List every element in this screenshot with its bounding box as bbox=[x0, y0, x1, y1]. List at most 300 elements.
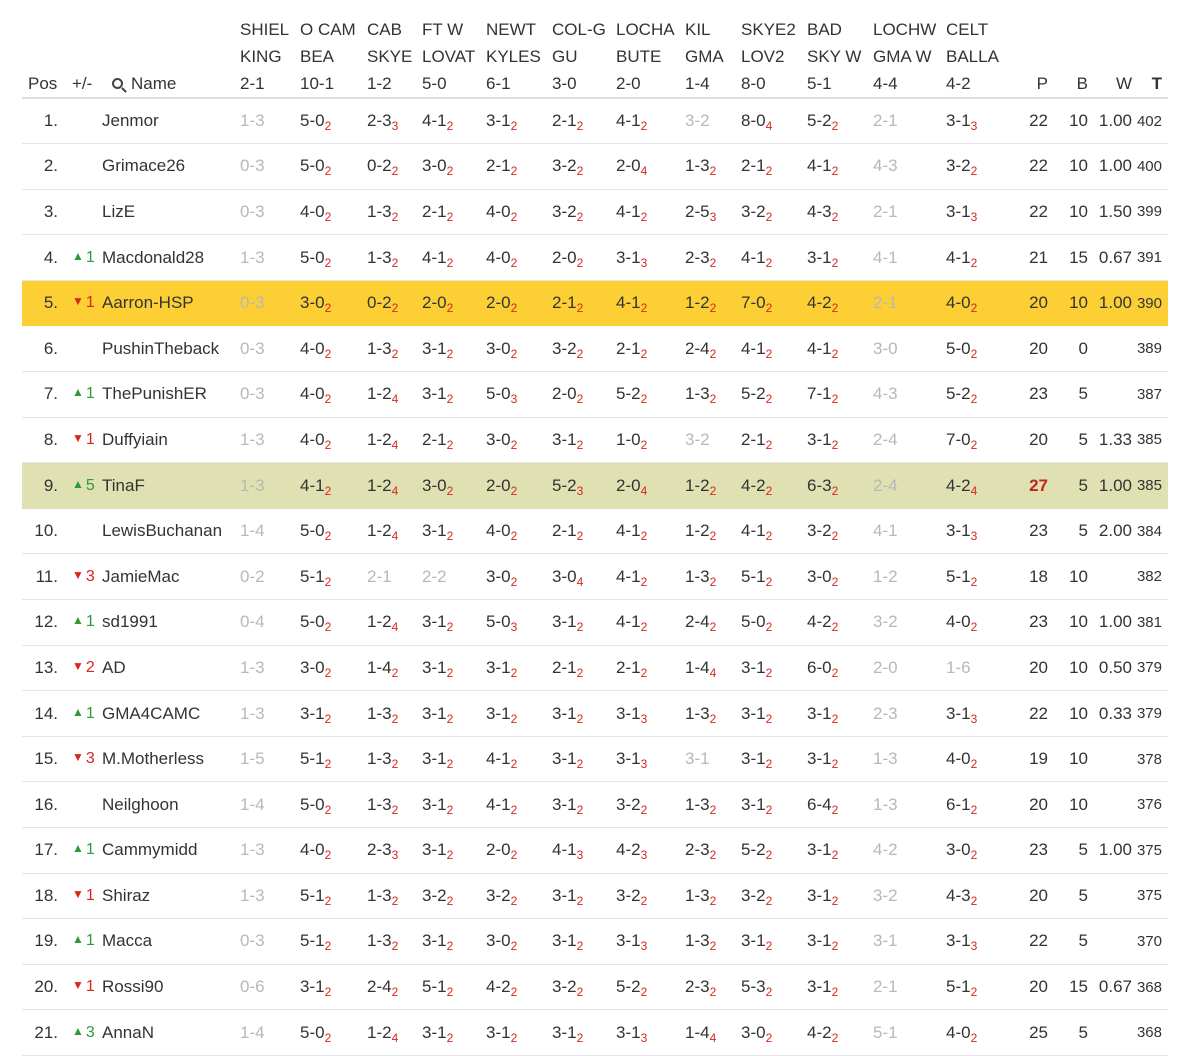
player-name[interactable]: ThePunishER bbox=[102, 384, 207, 404]
prediction-cell bbox=[486, 189, 552, 235]
prediction-points: 2 bbox=[576, 529, 584, 544]
movement-cell bbox=[72, 98, 102, 144]
prediction-score: 2-1 bbox=[486, 156, 511, 176]
prediction-score: 2-1 bbox=[552, 657, 577, 677]
prediction-points: 2 bbox=[391, 939, 399, 954]
triangle-down-icon: ▼ bbox=[72, 978, 84, 993]
prediction-cell bbox=[486, 508, 552, 554]
header-total[interactable]: T bbox=[1151, 74, 1162, 93]
points-cell: 20 bbox=[1029, 885, 1048, 905]
prediction-score: 2-0 bbox=[552, 384, 577, 404]
points-cell: 19 bbox=[1029, 749, 1048, 769]
prediction-cell bbox=[741, 600, 807, 646]
prediction-score: 4-1 bbox=[486, 749, 511, 769]
prediction-cell bbox=[807, 828, 873, 874]
prediction-points: 2 bbox=[831, 529, 839, 544]
weight-cell bbox=[1088, 326, 1132, 372]
prediction-points: 2 bbox=[831, 574, 839, 589]
weight-cell bbox=[1088, 873, 1132, 919]
prediction-points: 2 bbox=[576, 802, 584, 817]
prediction-score: 2-4 bbox=[367, 977, 392, 997]
header-fixture-5[interactable] bbox=[486, 8, 552, 98]
fixture-header-line: LOCHW bbox=[873, 20, 937, 39]
prediction-score: 2-1 bbox=[552, 293, 577, 313]
prediction-cell bbox=[300, 508, 367, 554]
prediction-cell bbox=[552, 235, 616, 281]
total-cell: 379 bbox=[1136, 705, 1162, 723]
prediction-score: 3-1 bbox=[552, 749, 577, 769]
prediction-points: 2 bbox=[391, 802, 399, 817]
table-row[interactable] bbox=[22, 417, 1168, 463]
prediction-score: 1-3 bbox=[685, 384, 710, 404]
table-row[interactable] bbox=[22, 964, 1168, 1010]
prediction-score: 3-0 bbox=[741, 1022, 766, 1042]
table-row[interactable] bbox=[22, 235, 1168, 281]
prediction-cell bbox=[616, 554, 685, 600]
prediction-score: 1-2 bbox=[685, 475, 710, 495]
prediction-score: 7-1 bbox=[807, 384, 832, 404]
position-cell: 15. bbox=[34, 749, 58, 769]
table-row[interactable] bbox=[22, 508, 1168, 554]
prediction-score: 5-0 bbox=[300, 111, 325, 131]
total-cell: 368 bbox=[1136, 1024, 1162, 1042]
prediction-points: 2 bbox=[446, 620, 454, 635]
prediction-points: 3 bbox=[970, 119, 978, 134]
prediction-score: 1-3 bbox=[367, 794, 392, 814]
prediction-score: 1-3 bbox=[685, 566, 710, 586]
header-fixture-3[interactable] bbox=[367, 8, 422, 98]
prediction-points: 2 bbox=[510, 529, 518, 544]
prediction-cell bbox=[486, 782, 552, 828]
prediction-points: 2 bbox=[510, 893, 518, 908]
prediction-score: 3-1 bbox=[552, 703, 577, 723]
fixture-header-line: CAB bbox=[367, 20, 402, 39]
fixture-header-line: SKYE2 bbox=[741, 20, 796, 39]
prediction-score: 6-1 bbox=[946, 794, 971, 814]
fixture-header-line: 6-1 bbox=[486, 74, 511, 93]
prediction-cell bbox=[741, 280, 807, 326]
prediction-score: 2-3 bbox=[367, 840, 392, 860]
triangle-up-icon: ▲ bbox=[72, 841, 84, 856]
prediction-cell bbox=[616, 964, 685, 1010]
prediction-cell bbox=[552, 600, 616, 646]
prediction-points: 2 bbox=[510, 483, 518, 498]
prediction-cell bbox=[422, 98, 486, 144]
prediction-score: 3-1 bbox=[422, 657, 447, 677]
prediction-cell bbox=[367, 372, 422, 418]
fixture-header-line: O CAM bbox=[300, 20, 356, 39]
table-row[interactable] bbox=[22, 144, 1168, 190]
prediction-score: 2-0 bbox=[486, 293, 511, 313]
player-name[interactable]: AnnaN bbox=[102, 1022, 154, 1042]
prediction-points: 2 bbox=[324, 164, 332, 179]
prediction-points: 2 bbox=[765, 985, 773, 1000]
table-row[interactable] bbox=[22, 873, 1168, 919]
table-row[interactable] bbox=[22, 1010, 1168, 1056]
points-cell: 27 bbox=[1029, 475, 1048, 495]
prediction-points: 2 bbox=[324, 848, 332, 863]
prediction-points: 2 bbox=[324, 483, 332, 498]
prediction-points: 4 bbox=[640, 483, 648, 498]
prediction-score: 1-0 bbox=[616, 429, 641, 449]
fixture-header-line: LOV2 bbox=[741, 47, 785, 66]
prediction-score: 2-0 bbox=[873, 657, 898, 677]
total-cell: 370 bbox=[1136, 932, 1162, 950]
prediction-score: 4-3 bbox=[873, 384, 898, 404]
prediction-cell bbox=[300, 417, 367, 463]
prediction-points: 2 bbox=[970, 164, 978, 179]
prediction-cell bbox=[367, 919, 422, 965]
prediction-cell bbox=[946, 463, 1016, 509]
points-cell: 20 bbox=[1029, 338, 1048, 358]
prediction-points: 2 bbox=[831, 346, 839, 361]
prediction-score: 5-2 bbox=[552, 475, 577, 495]
search-icon[interactable] bbox=[112, 78, 123, 89]
bonus-cell: 10 bbox=[1069, 156, 1088, 176]
prediction-score: 5-1 bbox=[300, 749, 325, 769]
prediction-score: 1-6 bbox=[946, 657, 971, 677]
fixture-header-line: FT W bbox=[422, 20, 464, 39]
header-fixture-2[interactable] bbox=[300, 8, 367, 98]
prediction-points: 2 bbox=[391, 665, 399, 680]
prediction-cell bbox=[873, 372, 946, 418]
fixture-header-line: CELT bbox=[946, 20, 989, 39]
prediction-points: 2 bbox=[576, 119, 584, 134]
table-row[interactable] bbox=[22, 919, 1168, 965]
prediction-points: 2 bbox=[576, 346, 584, 361]
prediction-points: 4 bbox=[391, 483, 399, 498]
prediction-points: 2 bbox=[391, 893, 399, 908]
table-row[interactable] bbox=[22, 326, 1168, 372]
prediction-points: 2 bbox=[324, 939, 332, 954]
prediction-cell bbox=[486, 144, 552, 190]
player-name[interactable]: LizE bbox=[102, 201, 136, 221]
prediction-cell bbox=[486, 828, 552, 874]
prediction-score: 4-0 bbox=[946, 1022, 971, 1042]
total-cell: 385 bbox=[1136, 431, 1162, 449]
header-fixture-12[interactable] bbox=[946, 8, 1016, 98]
prediction-points: 2 bbox=[324, 529, 332, 544]
prediction-cell bbox=[741, 235, 807, 281]
prediction-cell bbox=[741, 645, 807, 691]
prediction-cell bbox=[741, 554, 807, 600]
player-name[interactable]: Shiraz bbox=[102, 885, 151, 905]
prediction-points: 2 bbox=[709, 392, 717, 407]
prediction-points: 2 bbox=[576, 620, 584, 635]
fixture-header-line: COL-G bbox=[552, 20, 606, 39]
header-fixture-10[interactable] bbox=[807, 8, 873, 98]
header-fixture-11[interactable] bbox=[873, 8, 946, 98]
header-fixture-7[interactable] bbox=[616, 8, 685, 98]
prediction-score: 2-2 bbox=[422, 566, 447, 586]
total-cell: 399 bbox=[1136, 203, 1162, 221]
prediction-cell bbox=[300, 782, 367, 828]
prediction-cell bbox=[486, 554, 552, 600]
prediction-cell bbox=[300, 691, 367, 737]
prediction-cell bbox=[807, 508, 873, 554]
prediction-points: 3 bbox=[576, 848, 584, 863]
player-name[interactable]: Neilghoon bbox=[102, 794, 179, 814]
prediction-points: 2 bbox=[510, 119, 518, 134]
prediction-points: 3 bbox=[391, 119, 399, 134]
prediction-cell bbox=[422, 645, 486, 691]
prediction-points: 2 bbox=[391, 711, 399, 726]
bonus-cell: 10 bbox=[1069, 749, 1088, 769]
prediction-points: 2 bbox=[709, 346, 717, 361]
prediction-score: 7-0 bbox=[741, 293, 766, 313]
prediction-cell bbox=[616, 463, 685, 509]
prediction-score: 0-4 bbox=[240, 612, 265, 632]
fixture-header-line: 1-2 bbox=[367, 74, 392, 93]
prediction-score: 2-0 bbox=[616, 475, 641, 495]
player-name[interactable]: Macca bbox=[102, 931, 153, 951]
prediction-score: 3-1 bbox=[807, 749, 832, 769]
prediction-score: 1-2 bbox=[367, 384, 392, 404]
prediction-points: 2 bbox=[640, 119, 648, 134]
bonus-cell: 15 bbox=[1069, 977, 1088, 997]
prediction-score: 2-1 bbox=[873, 201, 898, 221]
points-cell: 23 bbox=[1029, 384, 1048, 404]
prediction-score: 1-3 bbox=[873, 794, 898, 814]
movement-cell bbox=[72, 736, 102, 782]
table-row[interactable] bbox=[22, 463, 1168, 509]
prediction-score: 3-1 bbox=[486, 657, 511, 677]
prediction-cell bbox=[300, 280, 367, 326]
prediction-score: 3-1 bbox=[616, 703, 641, 723]
fixture-header-line: GMA bbox=[685, 47, 724, 66]
prediction-cell bbox=[741, 782, 807, 828]
points-cell: 23 bbox=[1029, 612, 1048, 632]
player-name[interactable]: Aarron-HSP bbox=[102, 293, 194, 313]
prediction-points: 2 bbox=[970, 574, 978, 589]
points-cell: 22 bbox=[1029, 931, 1048, 951]
header-bonus[interactable]: B bbox=[1076, 74, 1088, 93]
player-name[interactable]: AD bbox=[102, 657, 126, 677]
prediction-cell bbox=[367, 144, 422, 190]
player-name[interactable]: TinaF bbox=[102, 475, 145, 495]
header-weight[interactable]: W bbox=[1115, 74, 1132, 93]
prediction-score: 3-1 bbox=[807, 703, 832, 723]
table-row[interactable] bbox=[22, 645, 1168, 691]
prediction-score: 3-1 bbox=[807, 247, 832, 267]
prediction-cell bbox=[552, 645, 616, 691]
prediction-cell bbox=[873, 600, 946, 646]
player-name[interactable]: M.Motherless bbox=[102, 749, 205, 769]
prediction-cell bbox=[685, 280, 741, 326]
prediction-score: 4-0 bbox=[486, 521, 511, 541]
prediction-points: 2 bbox=[510, 164, 518, 179]
prediction-points: 2 bbox=[446, 301, 454, 316]
prediction-points: 3 bbox=[970, 529, 978, 544]
prediction-score: 1-2 bbox=[367, 521, 392, 541]
prediction-score: 3-2 bbox=[873, 612, 898, 632]
player-name[interactable]: PushinTheback bbox=[102, 338, 220, 358]
prediction-cell bbox=[685, 873, 741, 919]
prediction-cell bbox=[422, 828, 486, 874]
table-row[interactable] bbox=[22, 280, 1168, 326]
prediction-cell bbox=[685, 235, 741, 281]
prediction-cell bbox=[741, 326, 807, 372]
triangle-up-icon: ▲ bbox=[72, 248, 84, 263]
prediction-score: 4-2 bbox=[741, 475, 766, 495]
prediction-points: 3 bbox=[640, 757, 648, 772]
fixture-header-line: 5-1 bbox=[807, 74, 832, 93]
player-name[interactable]: JamieMac bbox=[102, 566, 180, 586]
triangle-down-icon: ▼ bbox=[72, 750, 84, 765]
prediction-score: 2-1 bbox=[422, 201, 447, 221]
prediction-points: 2 bbox=[765, 164, 773, 179]
prediction-points: 2 bbox=[510, 1030, 518, 1045]
bonus-cell: 5 bbox=[1078, 1022, 1088, 1042]
prediction-cell bbox=[486, 600, 552, 646]
table-row[interactable] bbox=[22, 554, 1168, 600]
player-name[interactable]: GMA4CAMC bbox=[102, 703, 201, 723]
movement-cell bbox=[72, 782, 102, 828]
prediction-score: 4-1 bbox=[741, 338, 766, 358]
prediction-cell bbox=[486, 280, 552, 326]
prediction-points: 4 bbox=[391, 620, 399, 635]
prediction-score: 6-3 bbox=[807, 475, 832, 495]
prediction-points: 2 bbox=[446, 848, 454, 863]
prediction-cell bbox=[552, 98, 616, 144]
prediction-points: 2 bbox=[709, 255, 717, 270]
prediction-score: 3-1 bbox=[422, 840, 447, 860]
prediction-score: 8-0 bbox=[741, 111, 766, 131]
prediction-cell bbox=[873, 1010, 946, 1056]
prediction-points: 2 bbox=[324, 255, 332, 270]
header-name[interactable]: Name bbox=[102, 8, 240, 98]
prediction-points: 2 bbox=[446, 802, 454, 817]
prediction-points: 2 bbox=[446, 939, 454, 954]
prediction-cell bbox=[486, 98, 552, 144]
position-cell: 20. bbox=[34, 977, 58, 997]
player-name[interactable]: Cammymidd bbox=[102, 840, 198, 860]
prediction-points: 2 bbox=[831, 893, 839, 908]
player-name[interactable]: Grimace26 bbox=[102, 156, 186, 176]
prediction-score: 1-2 bbox=[367, 612, 392, 632]
weight-cell bbox=[1088, 736, 1132, 782]
prediction-points: 2 bbox=[446, 893, 454, 908]
table-row[interactable] bbox=[22, 189, 1168, 235]
movement-cell bbox=[72, 144, 102, 190]
header-fixture-8[interactable] bbox=[685, 8, 741, 98]
prediction-score: 0-3 bbox=[240, 293, 265, 313]
player-name[interactable]: Rossi90 bbox=[102, 977, 164, 997]
movement-cell bbox=[72, 964, 102, 1010]
prediction-cell bbox=[807, 919, 873, 965]
prediction-points: 2 bbox=[446, 757, 454, 772]
prediction-cell bbox=[807, 645, 873, 691]
prediction-points: 2 bbox=[831, 620, 839, 635]
position-cell: 16. bbox=[34, 794, 58, 814]
table-row[interactable] bbox=[22, 828, 1168, 874]
prediction-cell bbox=[552, 736, 616, 782]
prediction-cell bbox=[240, 691, 300, 737]
table-row[interactable] bbox=[22, 98, 1168, 144]
prediction-score: 3-2 bbox=[552, 156, 577, 176]
prediction-points: 2 bbox=[324, 119, 332, 134]
prediction-cell bbox=[946, 964, 1016, 1010]
header-fixture-6[interactable] bbox=[552, 8, 616, 98]
position-cell: 14. bbox=[34, 703, 58, 723]
header-fixture-4[interactable] bbox=[422, 8, 486, 98]
prediction-points: 2 bbox=[510, 939, 518, 954]
player-name[interactable]: sd1991 bbox=[102, 612, 158, 632]
header-fixture-9[interactable] bbox=[741, 8, 807, 98]
prediction-points: 2 bbox=[831, 939, 839, 954]
header-points[interactable]: P bbox=[1036, 74, 1048, 93]
movement-cell bbox=[72, 645, 102, 691]
prediction-cell bbox=[807, 417, 873, 463]
prediction-points: 2 bbox=[391, 757, 399, 772]
header-pos[interactable]: Pos bbox=[28, 74, 58, 93]
prediction-cell bbox=[367, 736, 422, 782]
prediction-score: 1-3 bbox=[685, 931, 710, 951]
prediction-cell bbox=[486, 463, 552, 509]
prediction-points: 4 bbox=[709, 1030, 717, 1045]
table-row[interactable] bbox=[22, 600, 1168, 646]
header-fixture-1[interactable] bbox=[240, 8, 300, 98]
prediction-points: 3 bbox=[970, 711, 978, 726]
table-row[interactable] bbox=[22, 782, 1168, 828]
prediction-score: 2-1 bbox=[422, 429, 447, 449]
prediction-score: 1-2 bbox=[873, 566, 898, 586]
movement-cell bbox=[72, 508, 102, 554]
position-cell: 5. bbox=[43, 293, 58, 313]
player-name[interactable]: Jenmor bbox=[102, 111, 159, 131]
prediction-score: 3-2 bbox=[741, 885, 766, 905]
prediction-points: 2 bbox=[640, 802, 648, 817]
prediction-points: 2 bbox=[446, 985, 454, 1000]
prediction-score: 4-2 bbox=[946, 475, 971, 495]
prediction-points: 2 bbox=[970, 620, 978, 635]
movement-value: 3 bbox=[85, 1023, 95, 1041]
player-name[interactable]: Macdonald28 bbox=[102, 247, 205, 267]
prediction-points: 2 bbox=[324, 893, 332, 908]
prediction-cell bbox=[807, 98, 873, 144]
player-name[interactable]: LewisBuchanan bbox=[102, 521, 223, 541]
prediction-score: 3-1 bbox=[422, 1022, 447, 1042]
prediction-score: 3-0 bbox=[300, 657, 325, 677]
prediction-score: 4-1 bbox=[873, 521, 898, 541]
prediction-points: 2 bbox=[576, 985, 584, 1000]
table-row[interactable] bbox=[22, 736, 1168, 782]
prediction-points: 4 bbox=[709, 665, 717, 680]
prediction-cell bbox=[946, 189, 1016, 235]
prediction-cell bbox=[300, 828, 367, 874]
weight-cell bbox=[1088, 554, 1132, 600]
prediction-cell bbox=[685, 508, 741, 554]
prediction-cell bbox=[873, 98, 946, 144]
prediction-score: 2-1 bbox=[873, 977, 898, 997]
triangle-down-icon: ▼ bbox=[72, 430, 84, 445]
prediction-score: 2-3 bbox=[685, 977, 710, 997]
prediction-points: 2 bbox=[709, 893, 717, 908]
prediction-score: 1-3 bbox=[367, 885, 392, 905]
prediction-score: 3-1 bbox=[741, 931, 766, 951]
prediction-cell bbox=[616, 873, 685, 919]
prediction-points: 2 bbox=[510, 711, 518, 726]
prediction-score: 3-0 bbox=[422, 156, 447, 176]
prediction-cell bbox=[552, 144, 616, 190]
prediction-cell bbox=[616, 98, 685, 144]
header-move[interactable]: +/- bbox=[72, 74, 93, 93]
player-name[interactable]: Duffyiain bbox=[102, 429, 168, 449]
prediction-cell bbox=[367, 554, 422, 600]
table-row[interactable] bbox=[22, 372, 1168, 418]
weight-cell: 1.33 bbox=[1098, 429, 1132, 449]
table-row[interactable] bbox=[22, 691, 1168, 737]
